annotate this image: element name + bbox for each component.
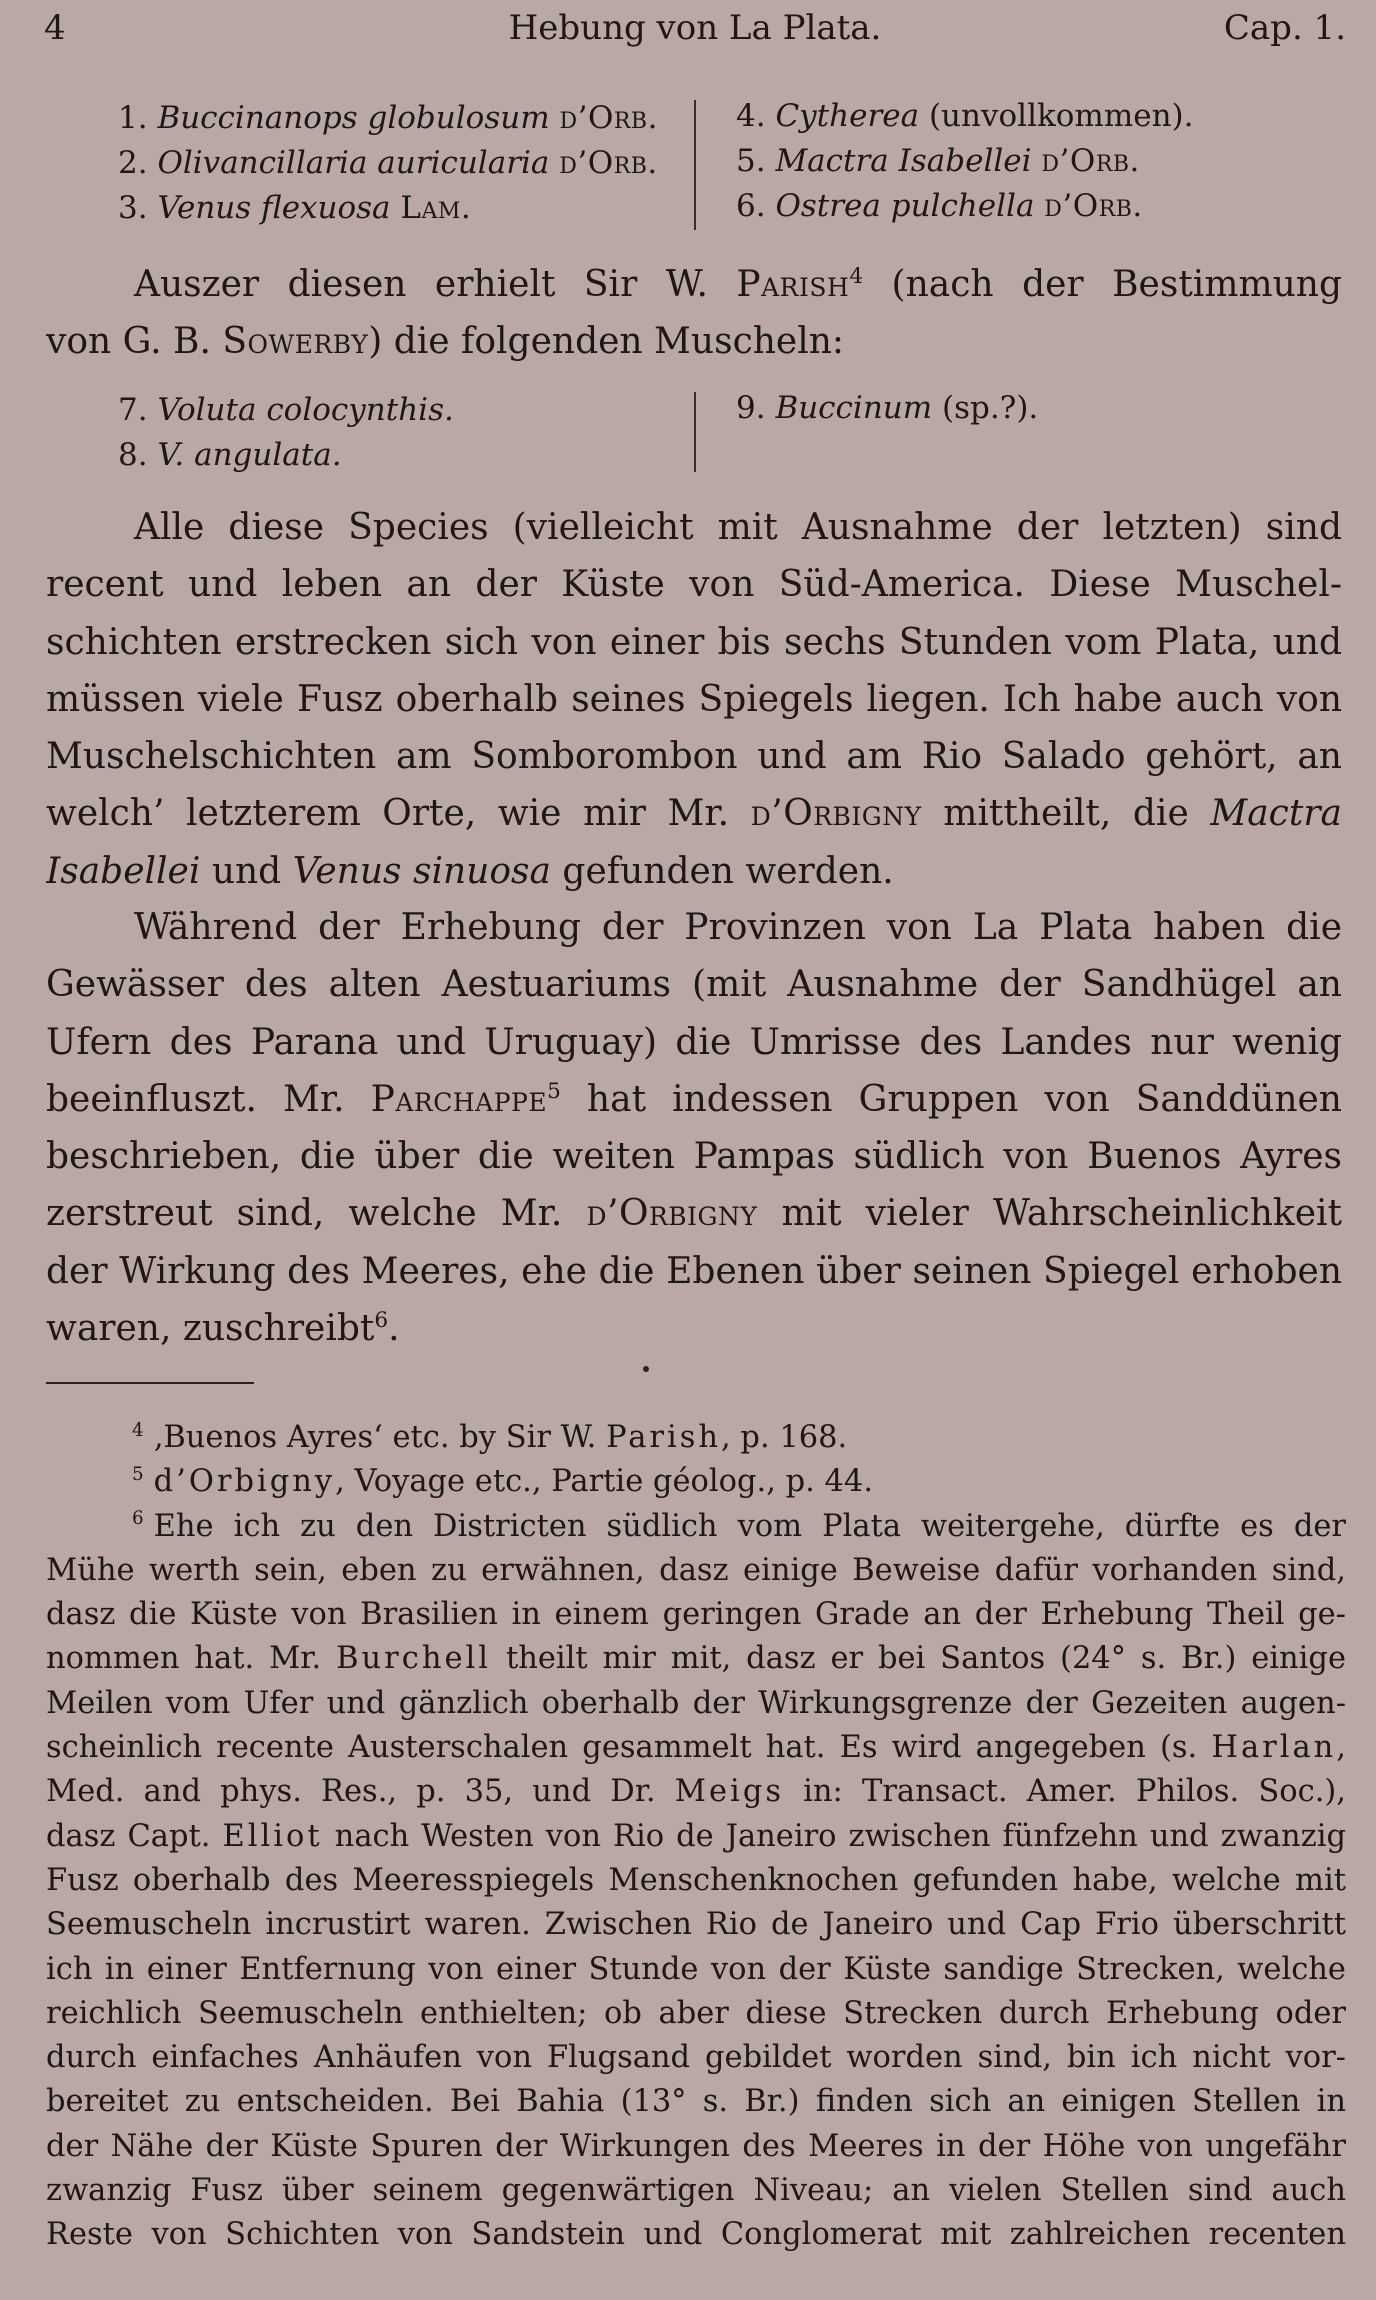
text-line: beschrieben, die über die weiten Pampas südlich von Buenos Ayres (46, 1136, 1342, 1178)
text-line: Auszer diesen erhielt Sir W. Parish$^4$ (nach der Bestimmung (134, 264, 1342, 305)
text-line: reichlich Seemuscheln enthielten; ob aber diese Strecken durch Erhebung oder (46, 1995, 1346, 2031)
text-line: scheinlich recente Austerschalen gesammelt hat. Es wird angegeben (s. Harlan, (46, 1730, 1346, 1766)
text-line: nommen hat. Mr. Burchell theilt mir mit, dasz er bei Santos (24° s. Br.) einige (46, 1641, 1347, 1677)
text-line: recent und leben an der Küste von Süd-America. Diese Muschel- (46, 564, 1342, 606)
species-item: 4. Cytherea (unvollkommen). (736, 98, 1194, 134)
column-divider (694, 392, 696, 472)
footnote-5: $^5$ d’Orbigny, Voyage etc., Partie géolog., p. 44. (132, 1464, 874, 1500)
text-line: schichten erstrecken sich von einer bis sechs Stunden vom Plata, und (46, 621, 1342, 663)
species-item: 9. Buccinum (sp.?). (736, 390, 1039, 426)
running-title: Hebung von La Plata. (508, 8, 882, 48)
text-line: beeinfluszt. Mr. Parchappe$^5$ hat indessen Gruppen von Sanddünen (46, 1078, 1342, 1120)
text-line: Med. and phys. Res., p. 35, und Dr. Meigs in: Transact. Amer. Philos. Soc.), (46, 1774, 1346, 1810)
text-line: Meilen vom Ufer und gänzlich oberhalb der Wirkungsgrenze der Gezeiten augen- (46, 1685, 1346, 1721)
text-line: Muschelschichten am Somborombon und am Rio Salado gehört, an (46, 736, 1342, 778)
text-line: der Nähe der Küste Spuren der Wirkungen des Meeres in der Höhe von ungefähr (46, 2128, 1346, 2164)
text-line: Ufern des Parana und Uruguay) die Umrisse des Landes nur wenig (46, 1021, 1342, 1063)
text-line: von G. B. Sowerby) die folgenden Muscheln: (46, 321, 845, 363)
text-line: der Wirkung des Meeres, ehe die Ebenen über seinen Spiegel erhoben (46, 1250, 1342, 1292)
species-item: 3. Venus flexuosa Lam. (118, 190, 472, 226)
species-item: 8. V. angulata. (118, 437, 342, 473)
text-line: zerstreut sind, welche Mr. d’Orbigny mit vieler Wahrscheinlichkeit (46, 1193, 1342, 1235)
column-divider (694, 100, 696, 230)
species-item: 5. Mactra Isabellei d’Orb. (736, 143, 1140, 179)
text-line: Mühe werth sein, eben zu erwähnen, dasz einige Beweise dafür vorhanden sind, (46, 1552, 1346, 1588)
footnote-4: $^4$ ‚Buenos Ayres‘ etc. by Sir W. Parish, p. 168. (132, 1419, 848, 1455)
text-line: zwanzig Fusz über seinem gegenwärtigen Niveau; an vielen Stellen sind auch (46, 2173, 1346, 2209)
text-line: Seemuscheln incrustirt waren. Zwischen Rio de Janeiro und Cap Frio überschritt (46, 1907, 1346, 1943)
species-item: 7. Voluta colocynthis. (118, 392, 454, 428)
text-line: durch einfaches Anhäufen von Flugsand gebildet worden sind, bin ich nicht vor- (46, 2040, 1346, 2076)
running-header (44, 8, 1346, 56)
paragraph-2 (46, 899, 1342, 1357)
text-line: Reste von Schichten von Sandstein und Conglomerat mit zahlreichen recenten (46, 2217, 1346, 2253)
text-line: müssen viele Fusz oberhalb seines Spiegels liegen. Ich habe auch von (46, 678, 1342, 720)
text-line: dasz die Küste von Brasilien in einem geringen Grade an der Erhebung Theil ge- (46, 1597, 1346, 1633)
text-line: Fusz oberhalb des Meeresspiegels Menschenknochen gefunden habe, welche mit (46, 1862, 1346, 1898)
footnotes (46, 1416, 1346, 2258)
species-item: 2. Olivancillaria auricularia d’Orb. (118, 145, 658, 181)
paragraph-1 (46, 499, 1342, 900)
text-line: Gewässer des alten Aestuariums (mit Ausnahme der Sandhügel an (46, 964, 1342, 1006)
species-item: 1. Buccinanops globulosum d’Orb. (118, 100, 658, 136)
text-line: bereitet zu entscheiden. Bei Bahia (13° s. Br.) finden sich an einigen Stellen in (46, 2084, 1346, 2120)
page-number: 4 (44, 8, 66, 48)
text-line: waren, zuschreibt$^6$. (46, 1308, 400, 1350)
footnote-separator (46, 1382, 254, 1384)
text-line: Alle diese Species (vielleicht mit Ausnahme der letzten) sind (134, 507, 1342, 548)
species-item: 6. Ostrea pulchella d’Orb. (736, 188, 1143, 224)
text-line: welch’ letzterem Orte, wie mir Mr. d’Orbigny mittheilt, die Mactra (46, 793, 1342, 835)
footnote-6: $^6$ Ehe ich zu den Districten südlich vom Plata weitergehe, dürfte es der (132, 1508, 1346, 1544)
text-line: ich in einer Entfernung von einer Stunde von der Küste sandige Strecken, welche (46, 1951, 1346, 1987)
text-line: Während der Erhebung der Provinzen von La Plata haben die (134, 907, 1342, 948)
text-line: dasz Capt. Elliot nach Westen von Rio de Janeiro zwischen fünfzehn und zwanzig (46, 1818, 1347, 1854)
chapter-label: Cap. 1. (1223, 8, 1346, 48)
ink-speck (643, 1366, 649, 1372)
text-line: Isabellei und Venus sinuosa gefunden werden. (46, 850, 894, 892)
intro-paragraph (46, 256, 1342, 371)
